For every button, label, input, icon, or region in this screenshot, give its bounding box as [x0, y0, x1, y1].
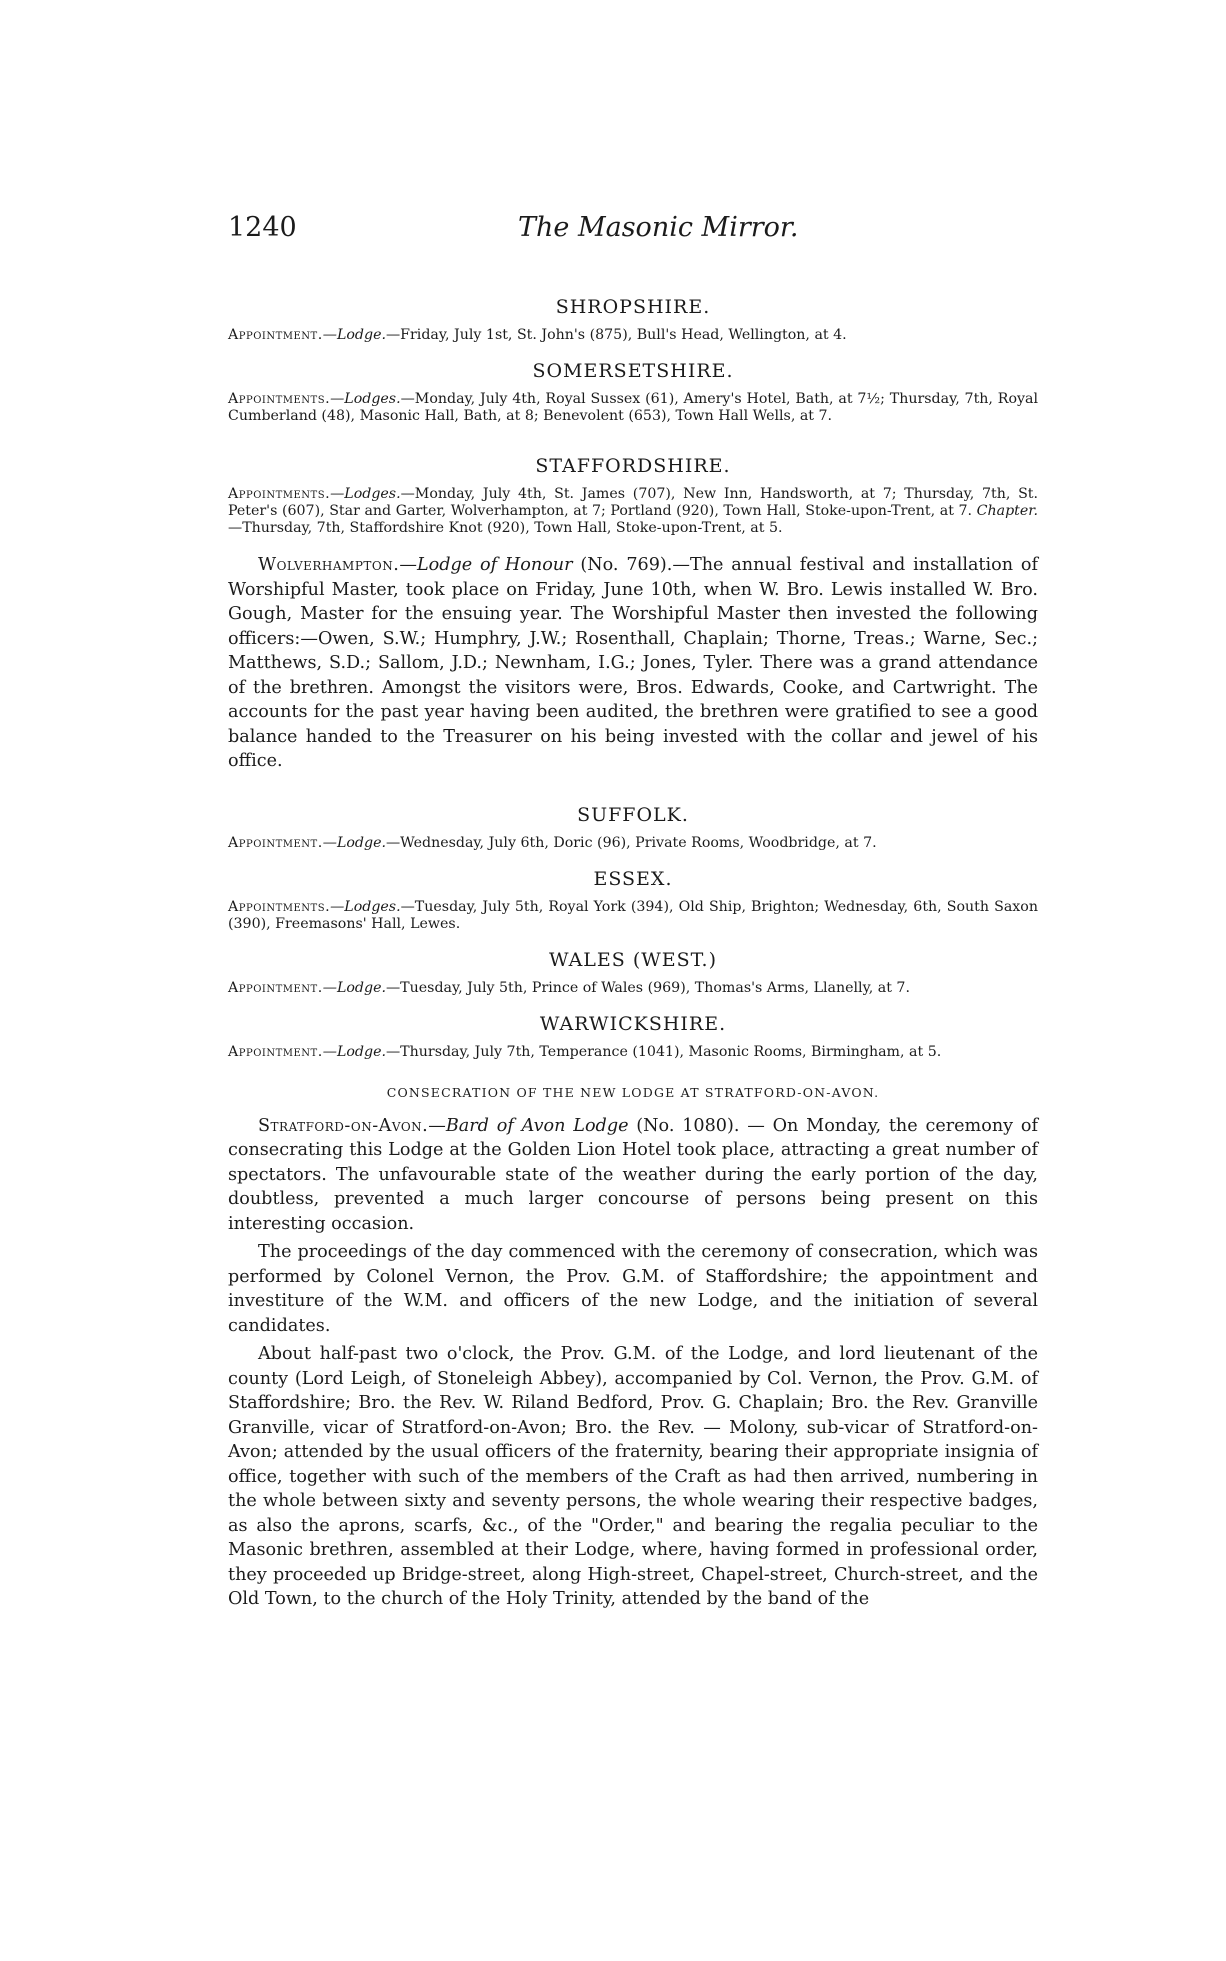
appointment-label: Appointments.	[228, 898, 331, 915]
appointment-label: Appointments.	[228, 486, 331, 502]
appointment-kind: —Lodge.	[322, 834, 386, 851]
report-place: Wolverhampton.	[258, 555, 400, 575]
appointment-label: Appointment.	[228, 834, 323, 851]
section-heading-suffolk: SUFFOLK.	[577, 803, 689, 826]
appointment-kind: —Lodges.	[330, 486, 401, 502]
report-wolverhampton	[228, 553, 1038, 774]
appointment-kind: —Lodge.	[322, 1043, 386, 1060]
appointment-text: —Tuesday, July 5th, Prince of Wales (969), Thomas's Arms, Llanelly, at 7.	[385, 979, 910, 996]
running-head	[228, 212, 1038, 248]
appointment-label: Appointment.	[228, 1043, 323, 1060]
report-lodge-name: —Lodge of Honour	[399, 555, 573, 575]
appointment-text: —Wednesday, July 6th, Doric (96), Private Rooms, Woodbridge, at 7.	[385, 834, 877, 851]
appointment-text: —Tuesday, July 5th, Royal York (394), Old Ship, Brighton; Wednesday, 6th, South Saxon (390), Freemasons' Hall, Lewes.	[228, 898, 1038, 932]
appointment-kind: —Lodges.	[330, 898, 401, 915]
appointment-text: —Monday, July 4th, St. James (707), New Inn, Handsworth, at 7; Thursday, 7th, St. Peter's (607), Star and Garter, Wolverhampton, at 7; Portland (920), Town Hall, Stoke-upon-Trent, at 7.	[228, 486, 1038, 519]
page-number: 1240	[228, 212, 297, 243]
appointment-kind: —Lodges.	[330, 391, 401, 407]
appointment-text-chapter: —Thursday, 7th, Staffordshire Knot (920), Town Hall, Stoke-upon-Trent, at 5.	[228, 520, 783, 536]
appointment-shropshire	[228, 327, 1038, 344]
consecration-place: Stratford-on-Avon.	[258, 1115, 429, 1136]
consecration-subheading: CONSECRATION OF THE NEW LODGE AT STRATFORD-ON-AVON.	[386, 1084, 880, 1100]
appointment-essex	[228, 899, 1038, 933]
appointment-wales-west	[228, 980, 1038, 997]
appointment-warwickshire	[228, 1044, 1038, 1061]
consecration-paragraph-2: The proceedings of the day commenced with the ceremony of consecration, which was performed by Colonel Vernon, the Prov. G.M. of Staffordshire; the appointment and investiture of the W.M. and officers of the new Lodge, and the initiation of several candidates.	[228, 1242, 1038, 1336]
journal-title: The Masonic Mirror.	[518, 212, 799, 243]
appointment-kind: —Lodge.	[322, 979, 386, 996]
section-heading-essex: ESSEX.	[593, 867, 673, 890]
appointment-label: Appointments.	[228, 391, 331, 407]
appointment-label: Appointment.	[228, 327, 323, 343]
appointment-kind: —Lodge.	[322, 327, 386, 343]
report-text: (No. 769).—The annual festival and installation of Worshipful Master, took place on Friday, June 10th, when W. Bro. Lewis installed W. Bro. Gough, Master for the ensuing year. The Worshipful Master then invested the following officers:—Owen, S.W.; Humphry, J.W.; Rosenthall, Chaplain; Thorne, Treas.; Warne, Sec.; Matthews, S.D.; Sallom, J.D.; Newnham, I.G.; Jones, Tyler. There was a grand attendance of the brethren. Amongst the visitors were, Bros. Edwards, Cooke, and Cartwright. The accounts for the past year having been audited, the brethren were gratified to see a good balance handed to the Treasurer on his being invested with the collar and jewel of his office.	[228, 555, 1038, 771]
section-heading-wales-west: WALES (WEST.)	[548, 948, 717, 971]
section-heading-staffordshire: STAFFORDSHIRE.	[535, 455, 731, 477]
appointment-text: —Friday, July 1st, St. John's (875), Bull's Head, Wellington, at 4.	[385, 327, 847, 343]
consecration-lodge-name: —Bard of Avon Lodge	[428, 1115, 629, 1136]
appointment-label: Appointment.	[228, 979, 323, 996]
section-heading-somersetshire: SOMERSETSHIRE.	[532, 360, 734, 382]
consecration-paragraph-3: About half-past two o'clock, the Prov. G.M. of the Lodge, and lord lieutenant of the county (Lord Leigh, of Stoneleigh Abbey), accompanied by Col. Vernon, the Prov. G.M. of Staffordshire; Bro. the Rev. W. Riland Bedford, Prov. G. Chaplain; Bro. the Rev. Granville Granville, vicar of Stratford-on-Avon; Bro. the Rev. — Molony, sub-vicar of Stratford-on-Avon; attended by the usual officers of the fraternity, bearing their appropriate insignia of office, together with such of the members of the Craft as had then arrived, numbering in the whole between sixty and seventy persons, the whole wearing their respective badges, as also the aprons, scarfs, &c., of the "Order," and bearing the regalia peculiar to the Masonic brethren, assembled at their Lodge, where, having formed in professional order, they proceeded up Bridge-street, along High-street, Chapel-street, Church-street, and the Old Town, to the church of the Holy Trinity, attended by the band of the	[228, 1344, 1038, 1609]
consecration-paragraph-1	[228, 1114, 1038, 1237]
section-heading-warwickshire: WARWICKSHIRE.	[539, 1012, 727, 1035]
appointment-text: —Thursday, July 7th, Temperance (1041), Masonic Rooms, Birmingham, at 5.	[385, 1043, 942, 1060]
appointment-somersetshire	[228, 391, 1038, 425]
section-heading-shropshire: SHROPSHIRE.	[555, 296, 711, 318]
appointment-kind-chapter: Chapter.	[976, 503, 1038, 519]
consecration-text-1: (No. 1080). — On Monday, the ceremony of consecrating this Lodge at the Golden Lion Hotel took place, attracting a great number of spectators. The unfavourable state of the weather during the early portion of the day, doubtless, prevented a much larger concourse of persons being present on this interesting occasion.	[228, 1115, 1039, 1234]
appointment-text: —Monday, July 4th, Royal Sussex (61), Amery's Hotel, Bath, at 7½; Thursday, 7th, Royal Cumberland (48), Masonic Hall, Bath, at 8; Benevolent (653), Town Hall Wells, at 7.	[228, 391, 1038, 424]
appointment-staffordshire	[228, 486, 1038, 537]
article-body	[228, 296, 1038, 1616]
appointment-suffolk	[228, 835, 1038, 852]
